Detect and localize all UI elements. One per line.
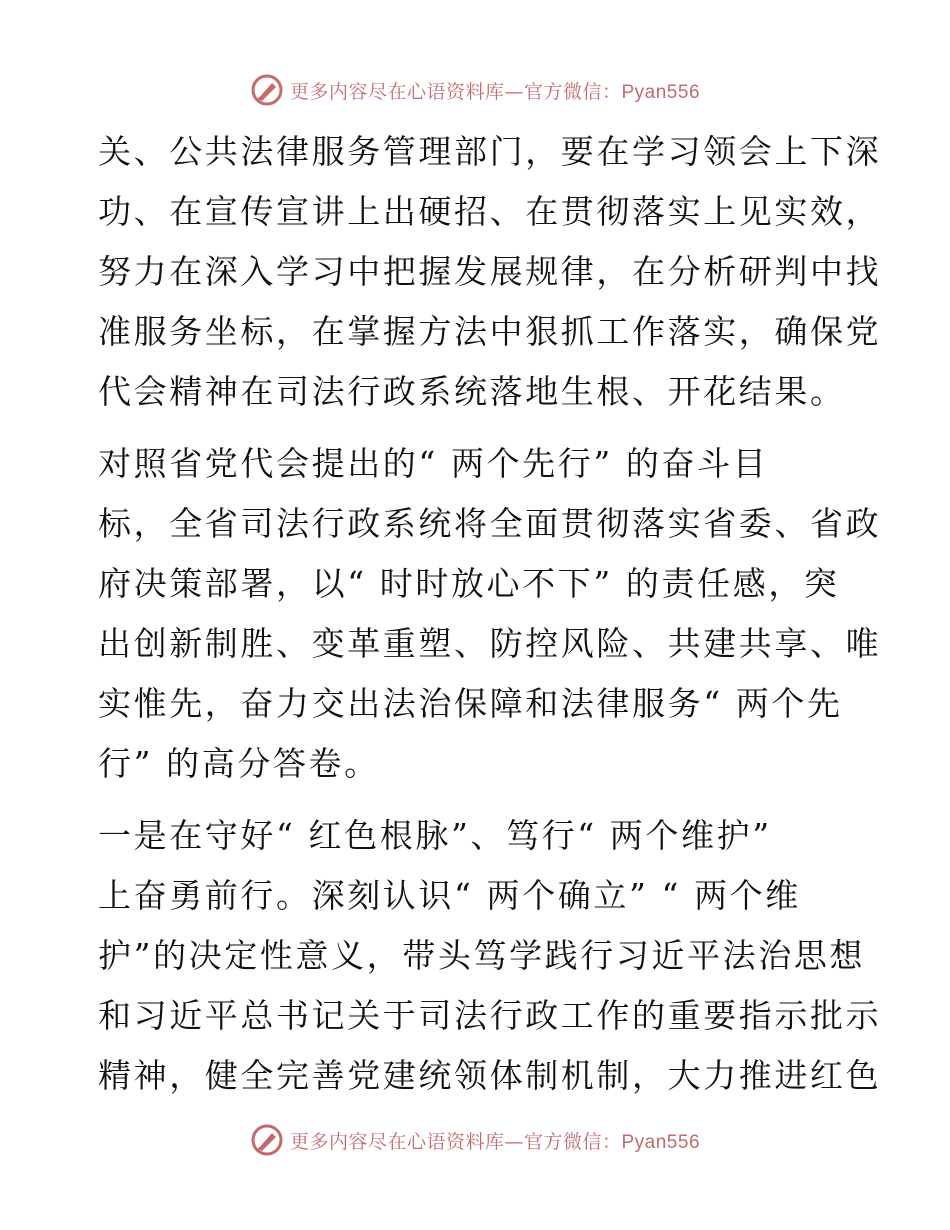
text-line: 准服务坐标，在掌握方法中狠抓工作落实，确保党 [98,312,882,351]
watermark-wechat-id: Pyan556 [621,81,701,103]
watermark-label: 官方微信： [523,1130,622,1153]
paragraph-1 [98,122,882,422]
watermark-separator: — [504,80,524,103]
text-line: 努力在深入学习中把握发展规律，在分析研判中找 [98,252,882,291]
watermark-site: 更多内容尽在心语资料库 [289,80,505,103]
document-body [98,122,882,1106]
watermark-label: 官方微信： [523,80,622,103]
pen-logo-icon [250,73,284,107]
text-line: 一是在守好“ 红色根脉”、笃行“ 两个维护” [98,816,772,855]
text-line: 代会精神在司法行政系统落地生根、开花结果。 [98,372,846,411]
paragraph-3 [98,806,882,1106]
text-line: 和习近平总书记关于司法行政工作的重要指示批示 [98,996,882,1035]
text-line: 功、在宣传宣讲上出硬招、在贯彻落实上见实效， [98,192,882,231]
watermark-text [290,77,700,104]
text-line: 出创新制胜、变革重塑、防控风险、共建共享、唯 [98,624,882,663]
text-line: 实惟先，奋力交出法治保障和法律服务“ 两个先 [98,684,843,723]
watermark-text [290,1127,700,1154]
paragraph-2 [98,434,882,794]
text-line: 精神，健全完善党建统领体制机制，大力推进红色 [98,1056,882,1095]
text-line: 护”的决定性意义，带头笃学践行习近平法治思想 [98,936,866,975]
pen-logo-icon [250,1123,284,1157]
text-line: 府决策部署，以“ 时时放心不下” 的责任感，突 [98,564,840,603]
header-watermark [0,70,950,110]
footer-watermark [0,1120,950,1160]
watermark-separator: — [504,1130,524,1153]
text-line: 标，全省司法行政系统将全面贯彻落实省委、省政 [98,504,882,543]
text-line: 上奋勇前行。深刻认识“ 两个确立” “ 两个维 [98,876,801,915]
text-line: 行” 的高分答卷。 [98,744,380,783]
text-line: 关、公共法律服务管理部门，要在学习领会上下深 [98,132,882,171]
text-line: 对照省党代会提出的“ 两个先行” 的奋斗目 [98,444,769,483]
watermark-site: 更多内容尽在心语资料库 [289,1130,505,1153]
watermark-wechat-id: Pyan556 [621,1131,701,1153]
